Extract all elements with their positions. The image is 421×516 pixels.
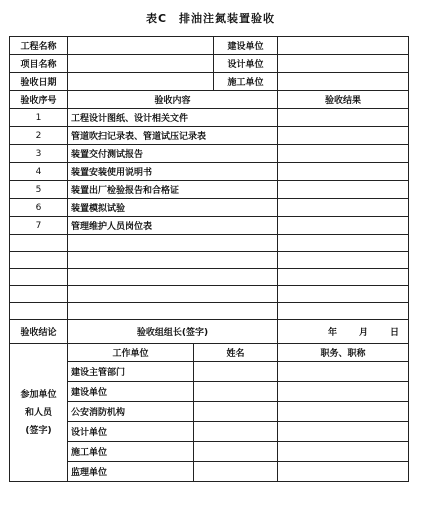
table-row [10,199,409,217]
item-content: 装置模拟试验 [68,199,278,217]
participant-row [10,362,409,382]
item-name-value[interactable] [68,55,214,73]
blank-row [10,269,409,286]
table-row [10,163,409,181]
item-no: 6 [10,199,68,217]
item-result[interactable] [278,127,409,145]
header-row-1 [10,37,409,55]
participant-unit: 监理单位 [68,462,194,482]
participant-unit: 建设主管部门 [68,362,194,382]
item-no: 5 [10,181,68,199]
participant-unit: 施工单位 [68,442,194,462]
participant-title[interactable] [278,422,409,442]
month-label: 月 [358,328,368,338]
table-row [10,109,409,127]
accept-date-value[interactable] [68,73,214,91]
item-result[interactable] [278,217,409,235]
item-content: 装置安装使用说明书 [68,163,278,181]
item-result[interactable] [278,109,409,127]
participant-title[interactable] [278,442,409,462]
acceptance-table [9,36,409,482]
participant-title[interactable] [278,462,409,482]
col-title-header: 职务、职称 [278,344,409,362]
item-no: 1 [10,109,68,127]
participant-row [10,382,409,402]
item-result[interactable] [278,145,409,163]
design-unit-label: 设计单位 [214,55,278,73]
header-row-2 [10,55,409,73]
item-no: 3 [10,145,68,163]
year-label: 年 [327,328,337,338]
conclusion-date[interactable] [278,320,409,344]
item-name-label: 项目名称 [10,55,68,73]
item-result[interactable] [278,199,409,217]
participant-title[interactable] [278,402,409,422]
participant-unit: 建设单位 [68,382,194,402]
participant-row [10,462,409,482]
col-name-header: 姓名 [194,344,278,362]
group-leader-signature: 验收组组长(签字) [68,320,278,344]
project-name-value[interactable] [68,37,214,55]
participant-row [10,442,409,462]
table-row [10,127,409,145]
build-unit-label: 建设单位 [214,37,278,55]
participant-unit: 设计单位 [68,422,194,442]
item-content: 装置交付测试报告 [68,145,278,163]
blank-row [10,235,409,252]
column-header-row [10,91,409,109]
page-title: 表C 排油注氮装置验收 [145,12,276,25]
header-row-3 [10,73,409,91]
conclusion-label: 验收结论 [10,320,68,344]
design-unit-value[interactable] [278,55,409,73]
item-no: 2 [10,127,68,145]
participant-row [10,402,409,422]
item-result[interactable] [278,163,409,181]
item-content: 工程设计图纸、设计相关文件 [68,109,278,127]
table-row [10,145,409,163]
participant-name[interactable] [194,362,278,382]
participant-title[interactable] [278,382,409,402]
participants-label: 参加单位 和人员 (签字) [10,344,68,482]
participant-unit: 公安消防机构 [68,402,194,422]
blank-row [10,303,409,320]
participant-name[interactable] [194,442,278,462]
col-content-header: 验收内容 [68,91,278,109]
day-label: 日 [390,328,400,338]
item-content: 装置出厂检验报告和合格证 [68,181,278,199]
item-content: 管理维护人员岗位表 [68,217,278,235]
col-result-header: 验收结果 [278,91,409,109]
item-no: 7 [10,217,68,235]
item-result[interactable] [278,181,409,199]
construction-unit-value[interactable] [278,73,409,91]
blank-row [10,252,409,269]
participants-header-row [10,344,409,362]
participant-row [10,422,409,442]
blank-row [10,286,409,303]
table-row [10,217,409,235]
participant-name[interactable] [194,462,278,482]
item-no: 4 [10,163,68,181]
col-seq-header: 验收序号 [10,91,68,109]
conclusion-row [10,320,409,344]
table-row [10,181,409,199]
col-work-unit-header: 工作单位 [68,344,194,362]
item-content: 管道吹扫记录表、管道试压记录表 [68,127,278,145]
project-name-label: 工程名称 [10,37,68,55]
accept-date-label: 验收日期 [10,73,68,91]
construction-unit-label: 施工单位 [214,73,278,91]
build-unit-value[interactable] [278,37,409,55]
participant-name[interactable] [194,382,278,402]
participant-name[interactable] [194,422,278,442]
participant-title[interactable] [278,362,409,382]
participant-name[interactable] [194,402,278,422]
